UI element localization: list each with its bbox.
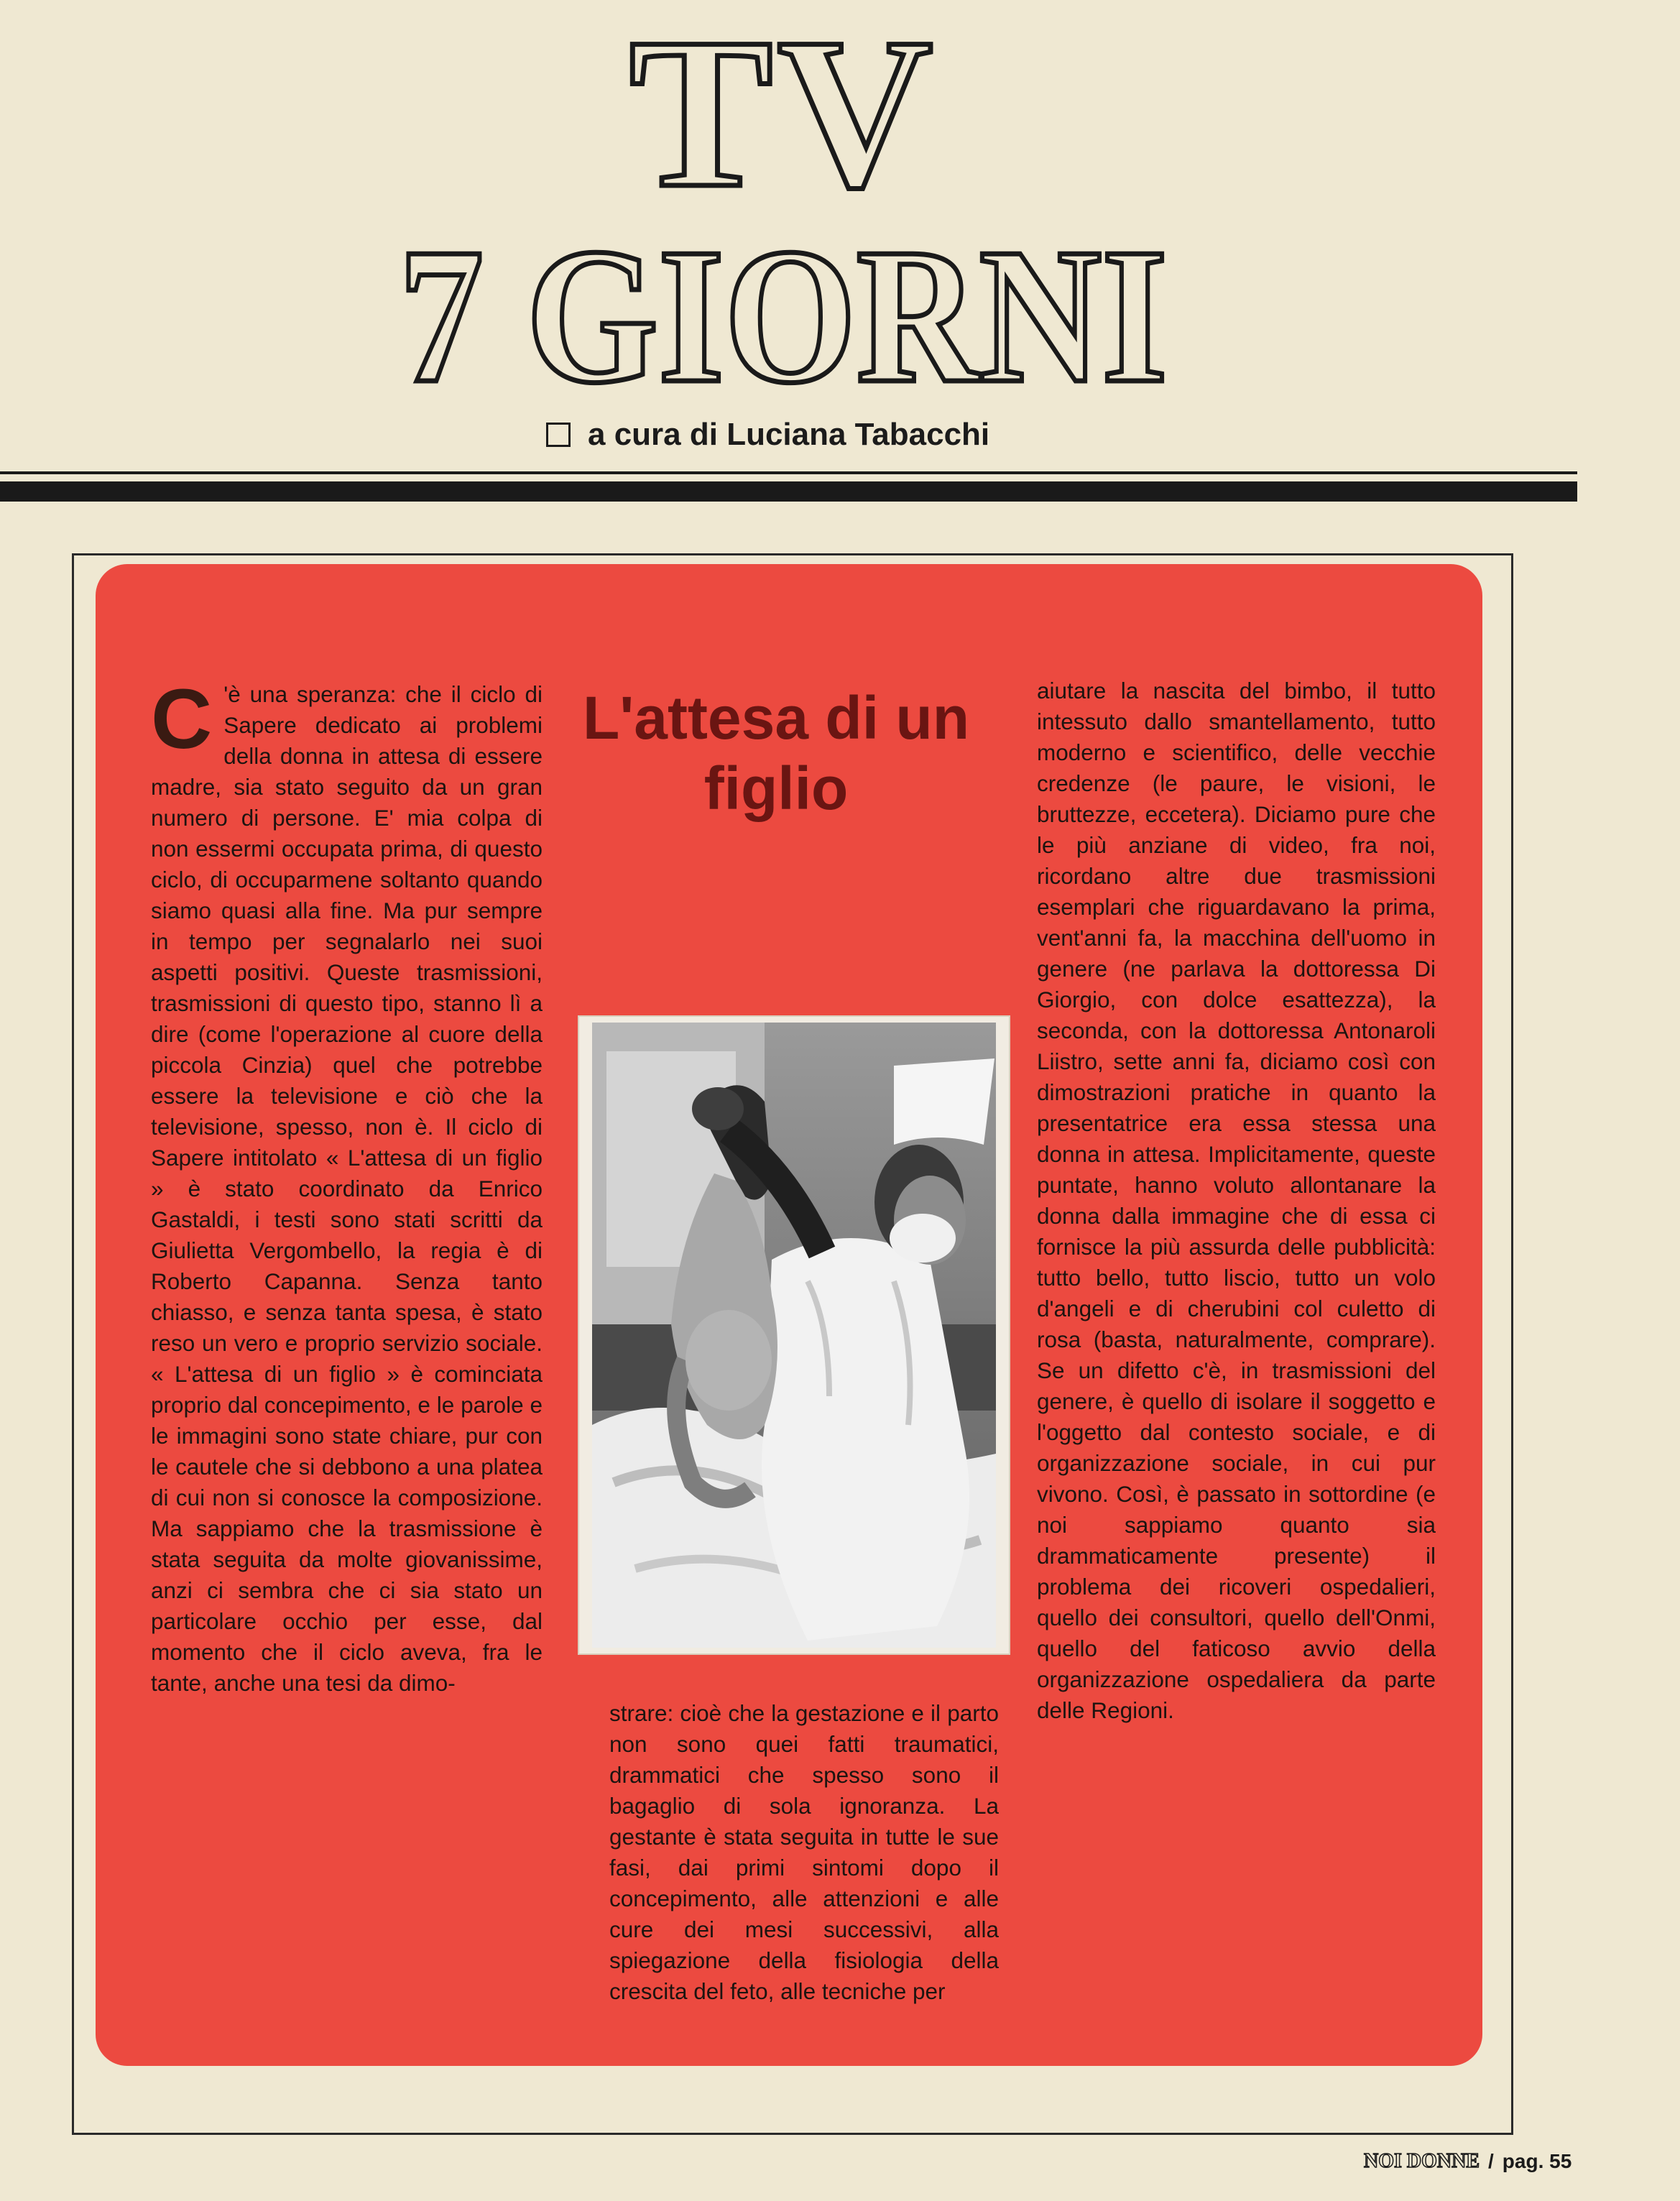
byline	[546, 410, 989, 460]
masthead-line2: 7 GIORNI	[399, 208, 1168, 402]
masthead-logo	[0, 0, 1680, 402]
article-column-3: aiutare la nascita del bimbo, il tutto intessuto dallo smantellamento, tutto moderno e scientifico, delle vecchie credenze (le paure, le visioni, le bruttezze, eccetera). Diciamo pure che le più anziane di video, fra noi, ricordano altre due trasmissioni esemplari che riguardavano la prima, vent'anni fa, la macchina dell'uomo in genere (ne parlava la dottoressa Di Giorgio, con dolce esattezza), la seconda, con la dottoressa Antonaroli Liistro, sette anni fa, diciamo così con dimostrazioni pratiche in quanto la presentatrice era essa stessa una donna in attesa. Implicitamente, queste puntate, hanno voluto allontanare la donna dalla immagine che di essa ci fornisce la più assurda delle pubblicità: tutto bello, tutto liscio, tutto un volo d'angeli e di cherubini col culetto di rosa (basta, naturalmente, comprare). Se un difetto c'è, in trasmissioni del genere, è quello di isolare il soggetto e l'oggetto dal contesto sociale, e di organizzazione sociale, in cui pur vivono. Così, è passato in sottordine (e noi sappiamo quanto sia drammaticamente presente) il problema dei ricoveri ospedalieri, quello dei consultori, quello dell'Onmi, quello del faticoso avvio della organizzazione ospedaliera da parte delle Regioni.	[1037, 678, 1436, 1723]
column-1-text: 'è una speranza: che il ciclo di Sapere dedicato ai problemi della donna in attesa di essere madre, sia stato seguito da un gran numero di persone. E' mia colpa di non essermi occupata prima, di questo ciclo, di occuparmene soltanto quando siamo quasi alla fine. Ma pur sempre in tempo per segnalarlo nei suoi aspetti positivi. Queste trasmissioni, trasmissioni di questo tipo, stanno lì a dire (come l'operazione al cuore della piccola Cinzia) quel che potrebbe essere la televisione e ciò che la televisione, spesso, non è. Il ciclo di Sapere intitolato « L'attesa di un figlio » è stato coordinato da Enrico Gastaldi, i testi sono stati scritti da Giulietta Vergombello, la regia è di Roberto Capanna. Senza tanto chiasso, e senza tanta spesa, è stato reso un vero e proprio servizio sociale. « L'attesa di un figlio » è cominciata proprio dal concepimento, e le parole e le immagini sono state chiare, pur con le cautele che si debbono a una platea di cui non si conosce la composizione. Ma sappiamo che la trasmissione è stata seguita da molte giovanissime, anzi ci sembra che ci sia stato un particolare occhio per esse, dal momento che il ciclo aveva, fra le tante, anche una tesi da dimo-	[151, 681, 543, 1696]
page-footer	[1364, 2144, 1571, 2179]
article-column-2: strare: cioè che la gestazione e il parto non sono quei fatti traumatici, drammatici che spesso sono il bagaglio di sola ignoranza. La gestante è stata seguita in tutte le sue fasi, dai primi sintomi dopo il concepimento, alle attenzioni e alle cure dei mesi successivi, alla spiegazione della fisiologia della crescita del feto, alle tecniche per	[609, 1700, 999, 2004]
page-number: pag. 55	[1502, 2150, 1572, 2172]
article-headline: L'attesa di un figlio	[582, 684, 970, 822]
footer-separator: /	[1488, 2150, 1494, 2172]
masthead	[0, 0, 1680, 503]
article-column-1	[151, 672, 543, 1699]
masthead-rule-thick	[0, 481, 1577, 502]
masthead-rule-thin	[0, 471, 1577, 474]
drop-cap: C	[151, 672, 213, 767]
photo-nurse-newborn	[592, 1023, 996, 1648]
article-photo	[579, 1017, 1009, 1653]
masthead-line1: TV	[629, 0, 938, 232]
magazine-logo: NOI DONNE	[1364, 2150, 1480, 2172]
checkbox-square-icon	[546, 423, 571, 447]
byline-text: a cura di Luciana Tabacchi	[588, 417, 990, 452]
